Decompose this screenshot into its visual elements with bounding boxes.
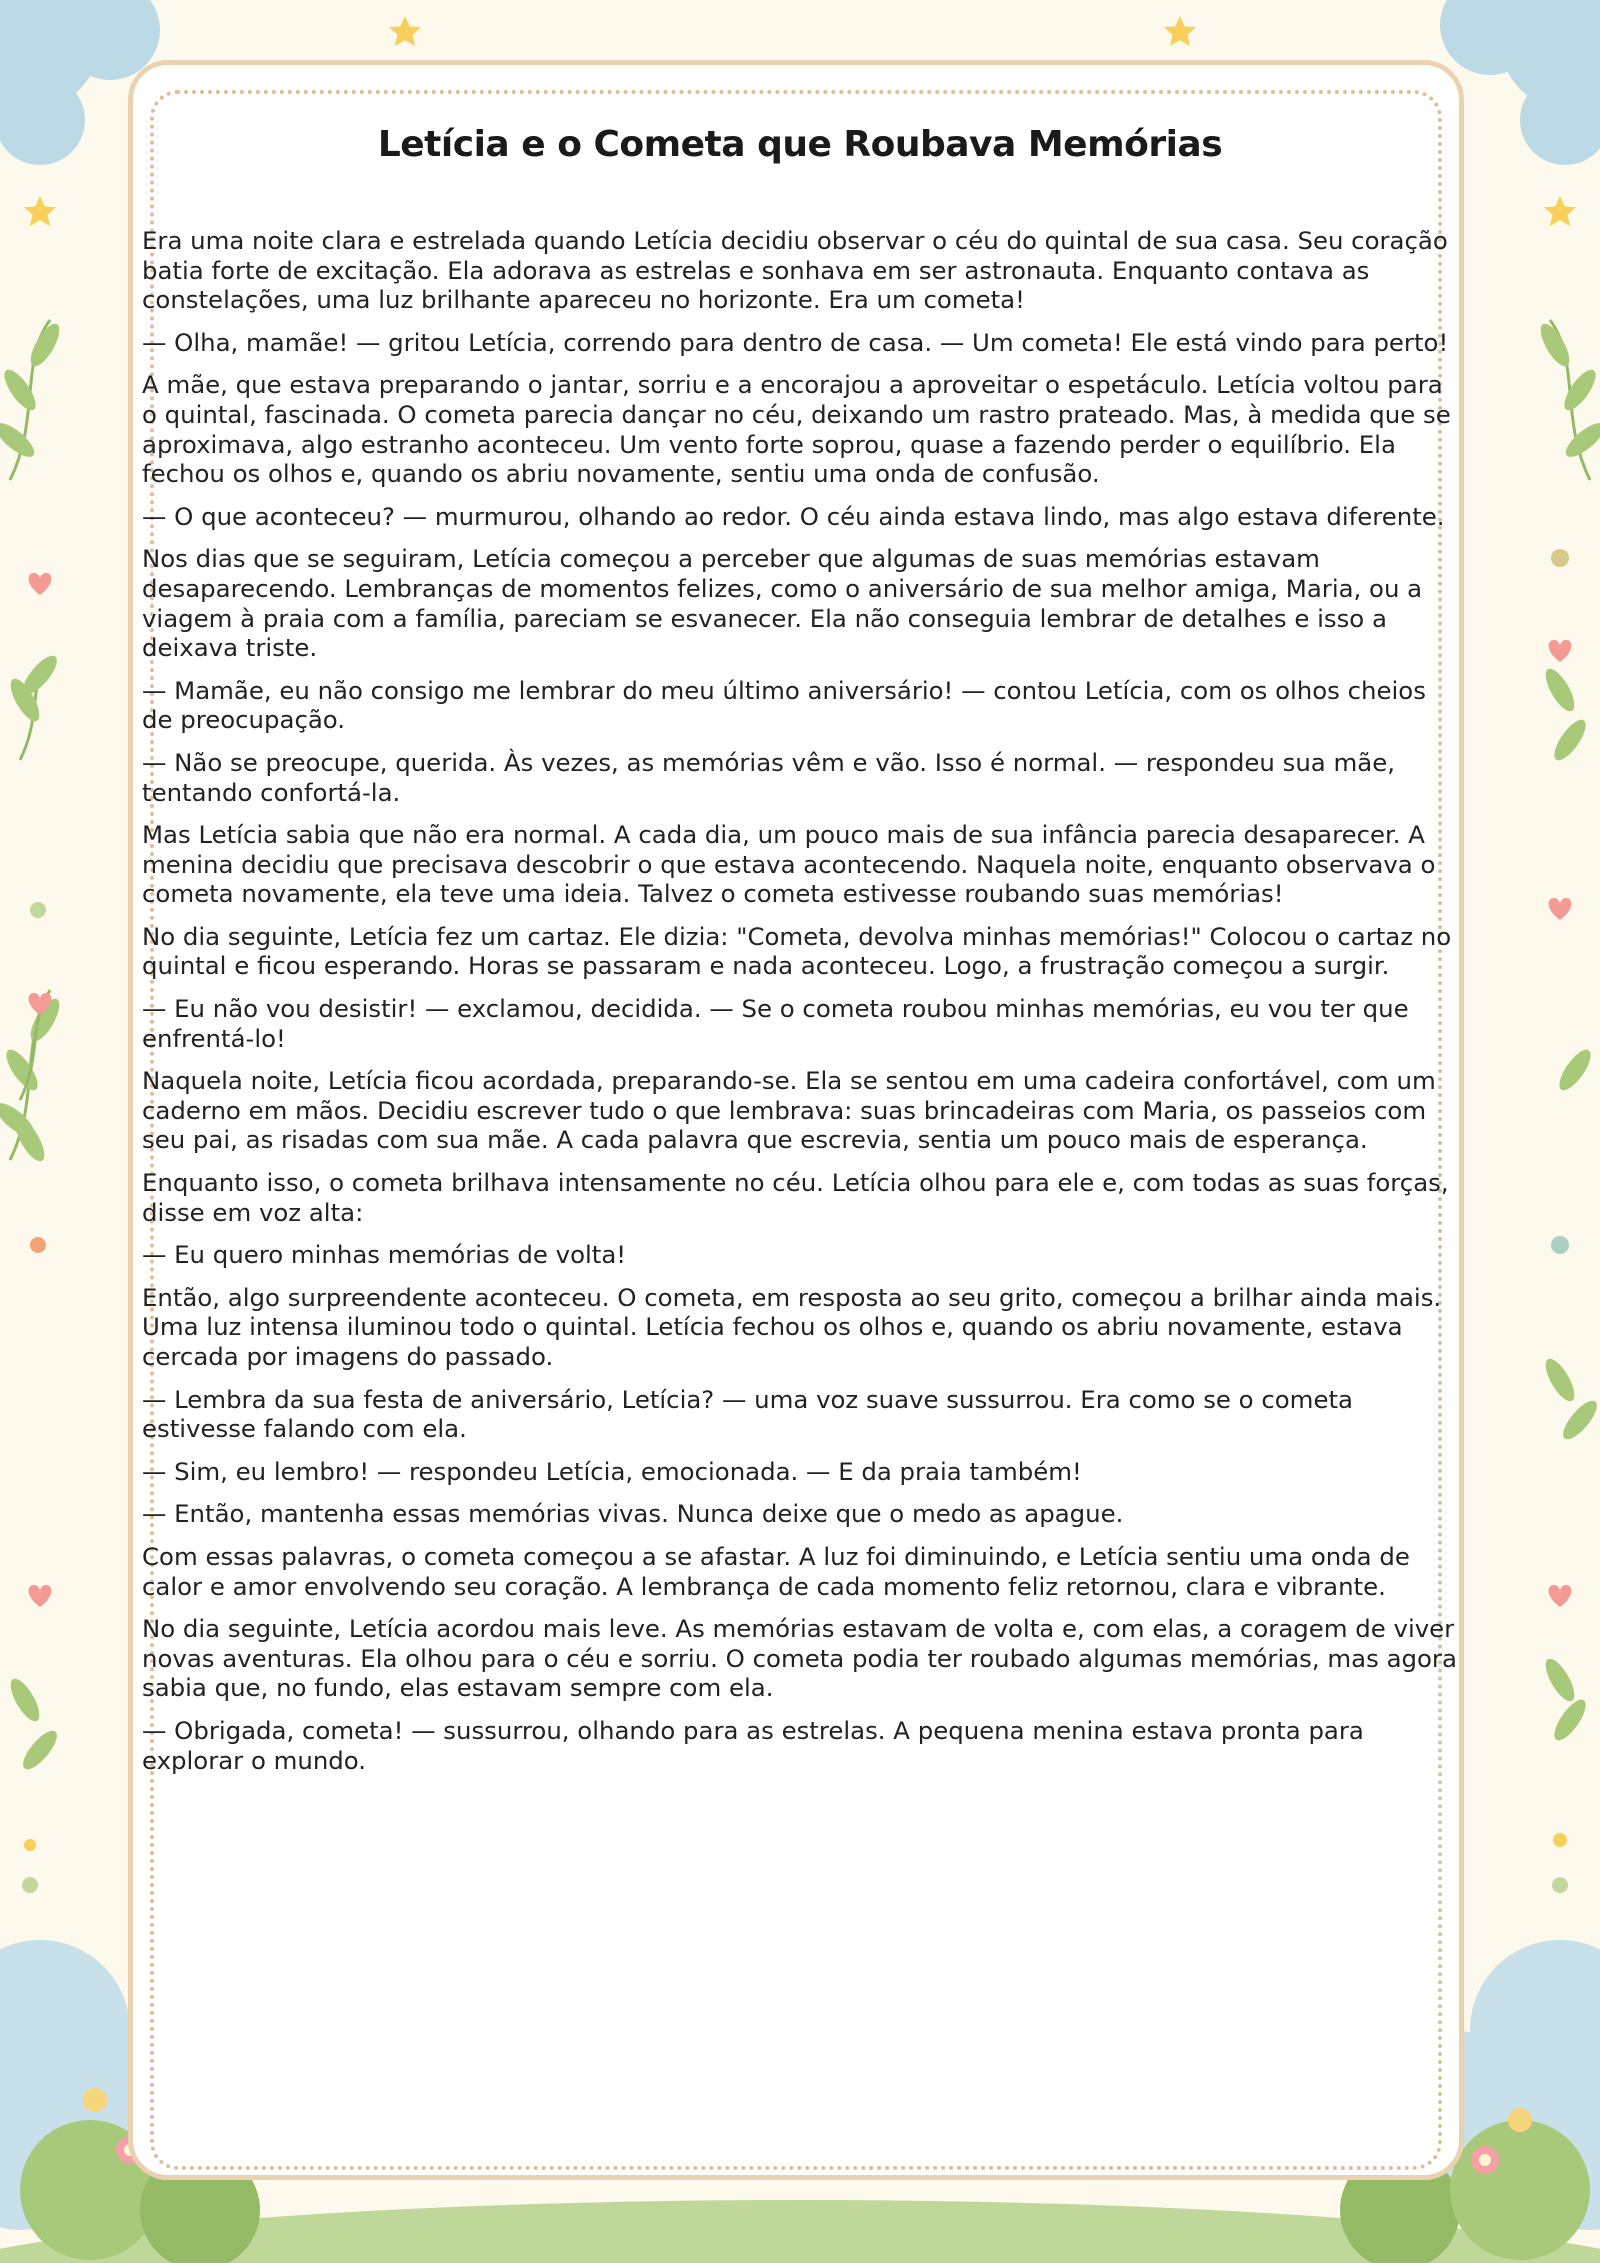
story-paragraph: Com essas palavras, o cometa começou a se afastar. A luz foi diminuindo, e Letícia sentiu uma onda de calor e amor envolvendo seu coração. A lembrança de cada momento feliz retornou, clara e vibrante. bbox=[142, 1541, 1410, 1601]
story-paragraph: — Sim, eu lembro! — respondeu Letícia, emocionada. — E da praia também! bbox=[142, 1456, 1082, 1486]
story-paragraph: — Mamãe, eu não consigo me lembrar do meu último aniversário! — contou Letícia, com os olhos cheios de preocupação. bbox=[142, 675, 1426, 735]
story-paragraph: — Eu quero minhas memórias de volta! bbox=[142, 1240, 627, 1270]
story-paragraph: Então, algo surpreendente aconteceu. O cometa, em resposta ao seu grito, começou a brilhar ainda mais. Uma luz intensa iluminou todo o quintal. Letícia fechou os olhos e, quando os abriu novamente, estava cercada por imagens do passado. bbox=[142, 1282, 1442, 1371]
story-paragraph: — Então, mantenha essas memórias vivas. Nunca deixe que o medo as apague. bbox=[142, 1499, 1124, 1529]
vine-left bbox=[0, 320, 65, 1774]
story-paragraph: — Obrigada, cometa! — sussurrou, olhando para as estrelas. A pequena menina estava pronta para explorar o mundo. bbox=[142, 1715, 1364, 1775]
story-paragraph: — Eu não vou desistir! — exclamou, decidida. — Se o cometa roubou minhas memórias, eu vou ter que enfrentá-lo! bbox=[142, 994, 1409, 1053]
story-title: Letícia e o Cometa que Roubava Memórias bbox=[377, 124, 1223, 165]
story-paragraph: A mãe, que estava preparando o jantar, sorriu e a encorajou a aproveitar o espetáculo. Letícia voltou para o quintal, fascinada. O cometa parecia dançar no céu, deixando um rastro prateado. Mas, à medida que se aproximava, algo estranho aconteceu. Um vento forte soprou, quase a fazendo perder o equilíbrio. Ela fechou os olhos e, quando os abriu novamente, sentiu uma onda de confusão. bbox=[142, 370, 1451, 489]
story-paragraph: — Não se preocupe, querida. Às vezes, as memórias vêm e vão. Isso é normal. — respondeu sua mãe, tentando confortá-la. bbox=[142, 747, 1395, 807]
story-paragraph: Enquanto isso, o cometa brilhava intensamente no céu. Letícia olhou para ele e, com todas as suas forças, disse em voz alta: bbox=[142, 1168, 1449, 1227]
vine-right bbox=[1535, 320, 1600, 1745]
story-paragraph: No dia seguinte, Letícia acordou mais leve. As memórias estavam de volta e, com elas, a coragem de viver novas aventuras. Ela olhou para o céu e sorriu. O cometa podia ter roubado algumas memórias, mas agora sabia que, no fundo, elas estavam sempre com ela. bbox=[142, 1614, 1457, 1703]
story-paragraph: — O que aconteceu? — murmurou, olhando ao redor. O céu ainda estava lindo, mas algo estava diferente. bbox=[142, 501, 1445, 531]
story-body bbox=[142, 226, 1458, 1788]
story-paragraph: — Lembra da sua festa de aniversário, Letícia? — uma voz suave sussurrou. Era como se o cometa estivesse falando com ela. bbox=[142, 1384, 1353, 1444]
story-paragraph: — Olha, mamãe! — gritou Letícia, correndo para dentro de casa. — Um cometa! Ele está vindo para perto! bbox=[142, 327, 1449, 357]
story-paragraph: Naquela noite, Letícia ficou acordada, preparando-se. Ela se sentou em uma cadeira confortável, com um caderno em mãos. Decidiu escrever tudo o que lembrava: suas brincadeiras com Maria, os passeios com seu pai, as risadas com sua mãe. A cada palavra que escrevia, sentia um pouco mais de esperança. bbox=[142, 1066, 1436, 1155]
story-paragraph: Mas Letícia sabia que não era normal. A cada dia, um pouco mais de sua infância parecia desaparecer. A menina decidiu que precisava descobrir o que estava acontecendo. Naquela noite, enquanto observava o cometa novamente, ela teve uma ideia. Talvez o cometa estivesse roubando suas memórias! bbox=[142, 820, 1436, 909]
cloud-top-right bbox=[1440, 0, 1600, 165]
story-paragraph: Era uma noite clara e estrelada quando Letícia decidiu observar o céu do quintal de sua casa. Seu coração batia forte de excitação. Ela adorava as estrelas e sonhava em ser astronauta. Enquanto contava as constelações, uma luz brilhante apareceu no horizonte. Era um cometa! bbox=[142, 226, 1448, 315]
story-paragraph: Nos dias que se seguiram, Letícia começou a perceber que algumas de suas memórias estavam desaparecendo. Lembranças de momentos felizes, como o aniversário de sua melhor amiga, Maria, ou a viagem à praia com a família, pareciam se esvanecer. Ela não conseguia lembrar de detalhes e isso a deixava triste. bbox=[142, 544, 1423, 663]
story-paragraph: No dia seguinte, Letícia fez um cartaz. Ele dizia: "Cometa, devolva minhas memórias!" Colocou o cartaz no quintal e ficou esperando. Horas se passaram e nada aconteceu. Logo, a frustração começou a surgir. bbox=[142, 921, 1452, 981]
